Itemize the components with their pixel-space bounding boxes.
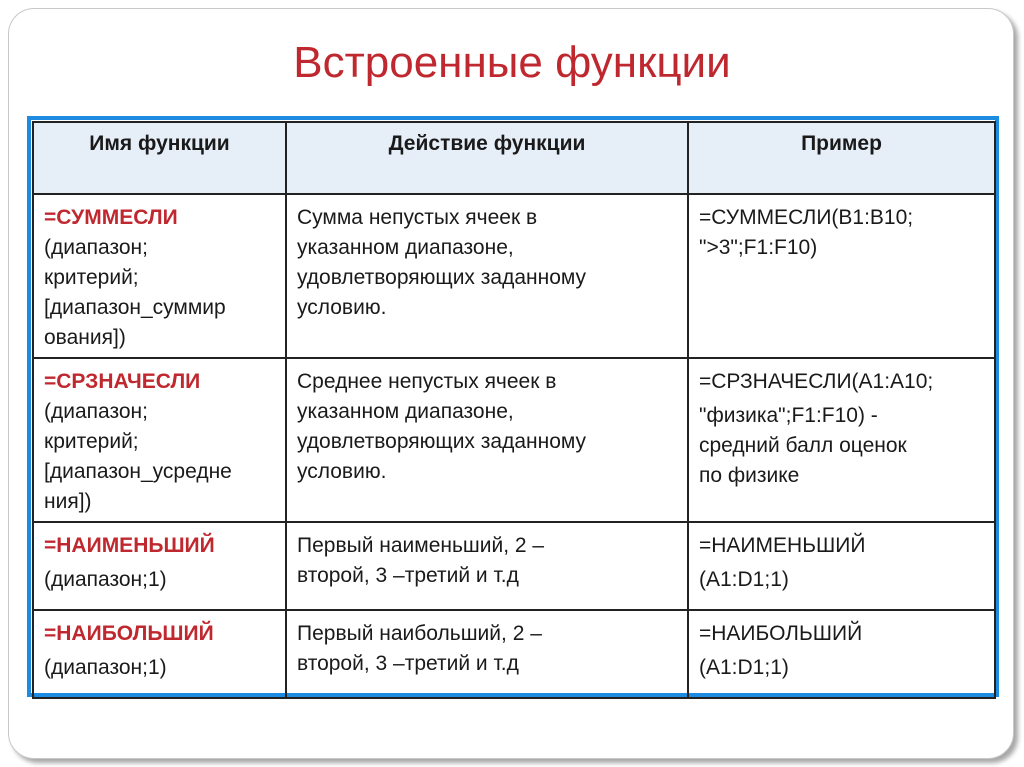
example-cell [688, 522, 995, 610]
function-action: Сумма непустых ячеек в указанном диапазоне, удовлетворяющих заданному условию. [297, 206, 587, 319]
function-action-cell [286, 194, 688, 358]
function-name-cell [33, 610, 286, 698]
example-text: =СРЗНАЧЕСЛИ(A1:A10; [699, 370, 934, 393]
function-args: (диапазон;1) [44, 568, 167, 591]
table-row [33, 358, 995, 522]
function-action-cell [286, 358, 688, 522]
example-cell [688, 610, 995, 698]
example-text: =НАИБОЛЬШИЙ [699, 622, 863, 645]
table-row [33, 610, 995, 698]
function-name: =СРЗНАЧЕСЛИ [44, 370, 201, 393]
function-name: =НАИМЕНЬШИЙ [44, 534, 215, 557]
header-function-name: Имя функции [33, 122, 286, 194]
function-args: (диапазон;1) [44, 656, 167, 679]
example-cell [688, 194, 995, 358]
function-name: =НАИБОЛЬШИЙ [44, 622, 214, 645]
function-args: (диапазон; критерий; [диапазон_суммир ования]) [44, 236, 226, 349]
slide-title: Встроенные функции [293, 38, 731, 87]
example-text: "физика";F1:F10) - средний балл оценок по физике [699, 404, 907, 487]
table-row [33, 522, 995, 610]
function-args: (диапазон; критерий; [диапазон_усредне ния]) [44, 400, 232, 513]
function-name-cell [33, 358, 286, 522]
table-header-row [33, 122, 995, 194]
table-row [33, 194, 995, 358]
header-function-action: Действие функции [286, 122, 688, 194]
example-text: =СУММЕСЛИ(B1:B10; ">3";F1:F10) [699, 206, 914, 259]
functions-table [32, 121, 996, 699]
header-example: Пример [688, 122, 995, 194]
function-name-cell [33, 194, 286, 358]
function-action: Первый наименьший, 2 – второй, 3 –третий и т.д [297, 534, 545, 587]
example-text: =НАИМЕНЬШИЙ [699, 534, 866, 557]
example-text: (A1:D1;1) [699, 656, 789, 679]
example-text: (A1:D1;1) [699, 568, 789, 591]
example-cell [688, 358, 995, 522]
function-action-cell [286, 522, 688, 610]
function-action: Среднее непустых ячеек в указанном диапазоне, удовлетворяющих заданному условию. [297, 370, 587, 483]
function-name-cell [33, 522, 286, 610]
function-name: =СУММЕСЛИ [44, 206, 178, 229]
function-action-cell [286, 610, 688, 698]
function-action: Первый наибольший, 2 – второй, 3 –третий и т.д [297, 622, 542, 675]
